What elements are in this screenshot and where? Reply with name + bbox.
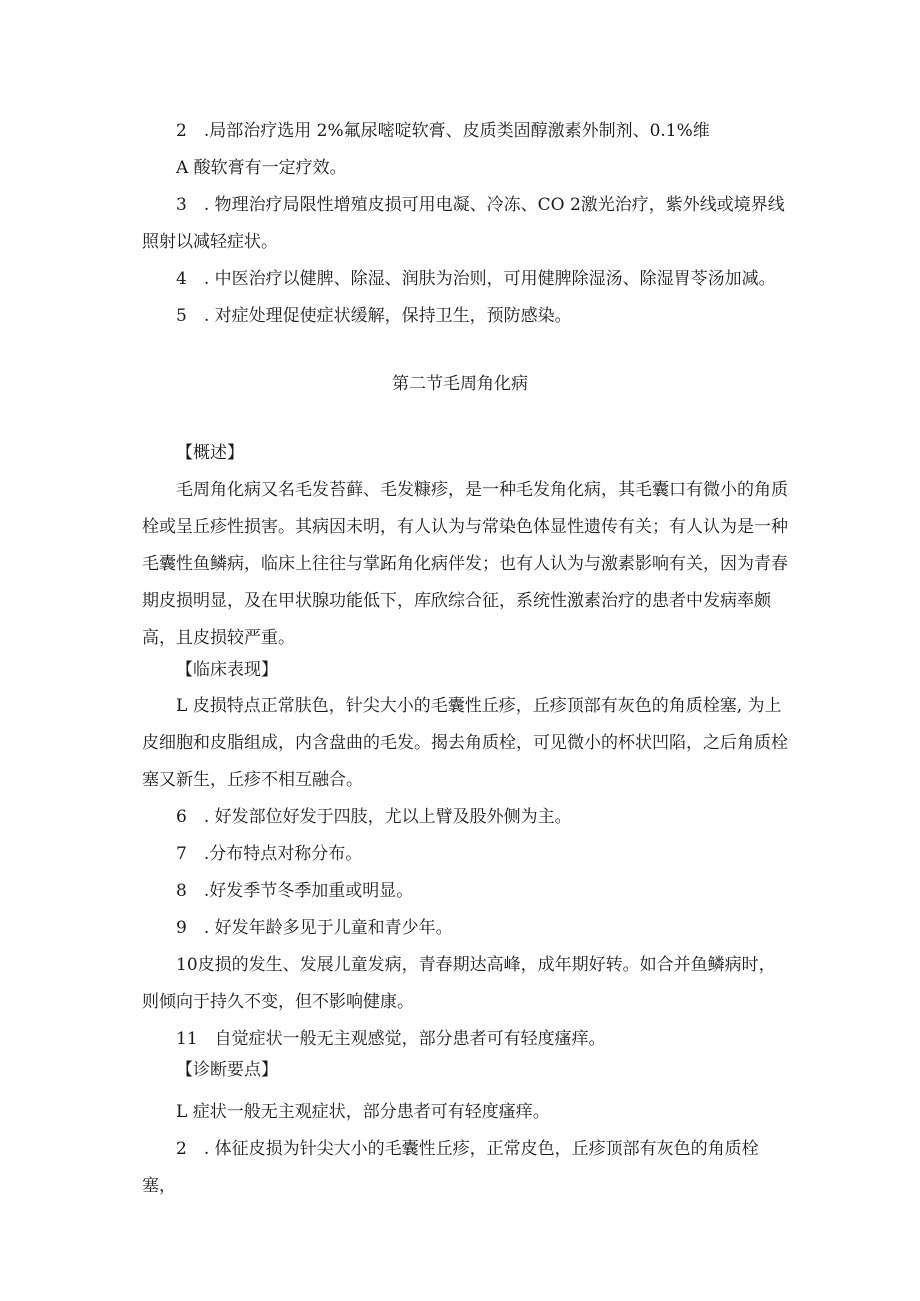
clinical-item-6: 6 . 好发部位好发于四肢，尤以上臂及股外侧为主。 (176, 807, 572, 827)
clinical-item-1: L 皮损特点正常肤色，针尖大小的毛囊性丘疹，丘疹顶部有灰色的角质栓塞, 为上皮细胞和皮脂组成，内含盘曲的毛发。揭去角质栓，可见微小的杯状凹陷，之后角质栓塞又新生，丘疹不相互融合。 (142, 696, 788, 790)
paragraph-treatment-2: 2 .局部治疗选用 2%氟尿嘧啶软膏、皮质类固醇激素外制剂、0.1%维 (176, 121, 710, 141)
overview-heading: 【概述】 (176, 443, 244, 463)
overview-paragraph: 毛周角化病又名毛发苔藓、毛发糠疹，是一种毛发角化病，其毛囊口有微小的角质栓或呈丘疹性损害。其病因未明，有人认为与常染色体显性遗传有关；有人认为是一种毛囊性鱼鳞病，临床上往往与掌跖角化病伴发；也有人认为与激素影响有关，因为青春期皮损明显，及在甲状腺功能低下，库欣综合征，系统性激素治疗的患者中发病率颇高，且皮损较严重。 (142, 480, 788, 648)
paragraph-treatment-4: 4 . 中医治疗以健脾、除湿、润肤为治则，可用健脾除湿汤、除湿胃苓汤加减。 (176, 269, 776, 289)
clinical-item-7: 7 .分布特点对称分布。 (176, 844, 363, 864)
diagnosis-item-2: 2 . 体征皮损为针尖大小的毛囊性丘疹，正常皮色，丘疹顶部有灰色的角质栓塞， (142, 1139, 759, 1196)
clinical-item-11: 11 自觉症状一般无主观感觉，部分患者可有轻度瘙痒。 (176, 1029, 606, 1049)
diagnosis-heading: 【诊断要点】 (176, 1060, 278, 1080)
diagnosis-item-1: L 症状一般无主观症状，部分患者可有轻度瘙痒。 (176, 1102, 550, 1122)
section-title: 第二节毛周角化病 (392, 374, 528, 394)
clinical-item-8: 8 .好发季节冬季加重或明显。 (176, 881, 414, 901)
paragraph-treatment-3: 3 . 物理治疗局限性增殖皮损可用电凝、冷冻、CO 2激光治疗，紫外线或境界线照射以减轻症状。 (142, 195, 785, 252)
paragraph-treatment-2-cont: A 酸软膏有一定疗效。 (176, 158, 347, 178)
clinical-item-9: 9 . 好发年龄多见于儿童和青少年。 (176, 918, 453, 938)
clinical-item-10: 10皮损的发生、发展儿童发病，青春期达高峰，成年期好转。如合并鱼鳞病时，则倾向于持久不变，但不影响健康。 (142, 955, 776, 1012)
paragraph-treatment-5: 5 . 对症处理促使症状缓解，保持卫生，预防感染。 (176, 306, 572, 326)
clinical-heading: 【临床表现】 (176, 660, 278, 680)
